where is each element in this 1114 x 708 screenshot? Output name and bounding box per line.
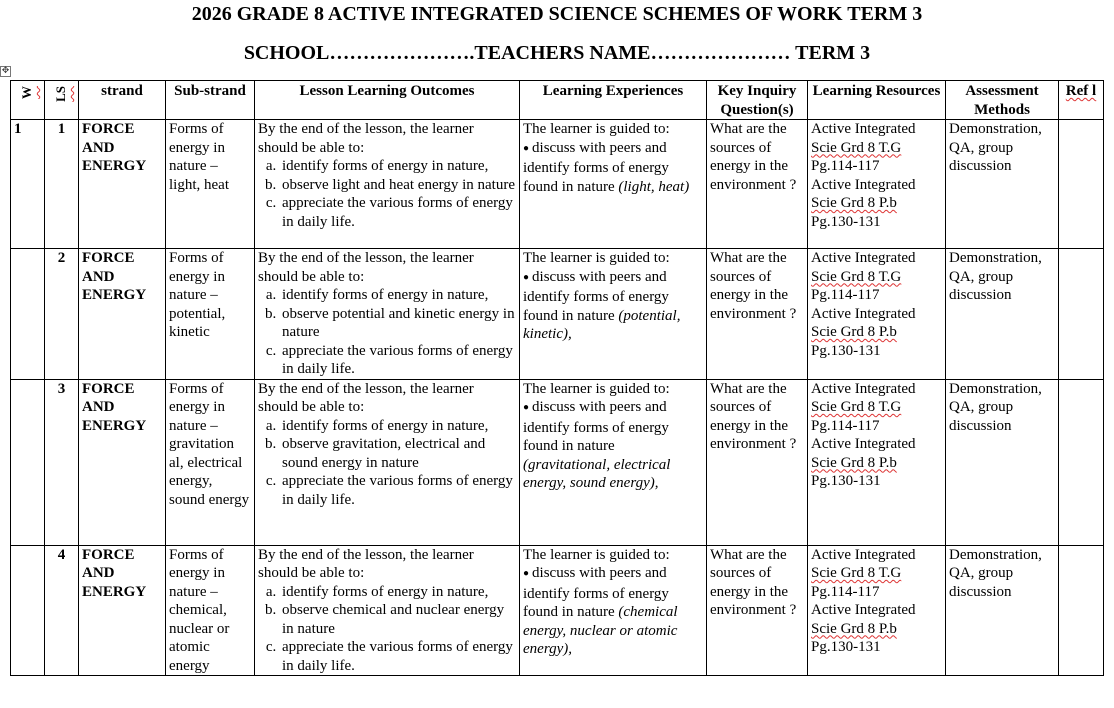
resources-cell [808, 379, 946, 545]
outcomes-intro: By the end of the lesson, the learner should be able to: [258, 380, 474, 415]
outcome-item: a. identify forms of energy in nature, [280, 157, 516, 176]
resource-line: Active Integrated [811, 305, 916, 322]
experience-examples: (light, heat) [618, 178, 690, 195]
outcomes-cell [255, 545, 520, 676]
resource-line: Active Integrated [811, 436, 916, 452]
bullet-icon [523, 565, 532, 581]
outcome-item: a. identify forms of energy in nature, [280, 417, 516, 436]
resource-line: Scie Grd 8 T.G [811, 139, 902, 156]
resource-line: Scie Grd 8 P.b [811, 195, 897, 211]
resource-line: Pg.114-117 [811, 583, 880, 600]
resource-line: Scie Grd 8 P.b [811, 324, 897, 340]
assessment-cell: Demonstration, QA, group discussion [946, 379, 1059, 545]
header-reflection: Ref l [1059, 81, 1104, 120]
resource-line: Scie Grd 8 P.b [811, 454, 897, 471]
resource-line: Pg.114-117 [811, 287, 880, 303]
strand-cell: FORCE AND ENERGY [79, 120, 166, 249]
table-row [11, 545, 1104, 676]
outcome-item: c. appreciate the various forms of energy in daily life. [280, 194, 516, 231]
resources-cell [808, 120, 946, 249]
resource-line: Active Integrated [811, 176, 916, 193]
bullet-icon [523, 269, 532, 285]
outcome-item: c. appreciate the various forms of energy in daily life. [280, 638, 516, 675]
week-cell [11, 545, 45, 676]
header-resources: Learning Resources [808, 81, 946, 120]
resource-line: Active Integrated [811, 121, 916, 137]
resource-line: Active Integrated [811, 546, 916, 563]
resource-line: Scie Grd 8 T.G [811, 268, 902, 285]
outcomes-cell [255, 249, 520, 380]
resource-line: Pg.130-131 [811, 639, 881, 655]
strand-cell: FORCE AND ENERGY [79, 249, 166, 380]
assessment-cell: Demonstration, QA, group discussion [946, 249, 1059, 380]
header-outcomes: Lesson Learning Outcomes [255, 81, 520, 120]
experience-examples: (gravitational, electrical energy, sound energy), [523, 456, 671, 491]
move-cross-icon[interactable]: ✥ [1, 66, 10, 76]
header-assessment: Assessment Methods [946, 81, 1059, 120]
experience-text: discuss with peers and identify forms of energy found in nature [523, 268, 669, 324]
experiences-cell [520, 249, 707, 380]
resource-line: Pg.130-131 [811, 473, 881, 489]
document-subtitle: SCHOOL………………….TEACHERS NAME………………… TERM 3 [243, 42, 871, 64]
lesson-cell: 2 [45, 249, 79, 380]
outcomes-list [258, 157, 516, 231]
experience-examples: (chemical energy, nuclear or atomic energy), [523, 604, 678, 657]
experience-text: discuss with peers and identify forms of energy found in nature [523, 399, 669, 454]
week-cell [11, 379, 45, 545]
reflection-cell [1059, 545, 1104, 676]
outcomes-intro: By the end of the lesson, the learner should be able to: [258, 121, 474, 156]
document-title: 2026 GRADE 8 ACTIVE INTEGRATED SCIENCE SCHEMES OF WORK TERM 3 [191, 3, 923, 25]
outcome-item: c. appreciate the various forms of energy in daily life. [280, 472, 516, 509]
sub-strand-cell: Forms of energy in nature – potential, kinetic [166, 249, 255, 380]
outcome-item: b. observe gravitation, electrical and sound energy in nature [280, 435, 516, 472]
resources-cell [808, 545, 946, 676]
inquiry-cell: What are the sources of energy in the environment ? [707, 379, 808, 545]
header-row [11, 81, 1104, 120]
inquiry-cell: What are the sources of energy in the environment ? [707, 249, 808, 380]
strand-cell: FORCE AND ENERGY [79, 545, 166, 676]
outcome-item: b. observe light and heat energy in nature [280, 176, 516, 195]
experiences-cell [520, 120, 707, 249]
experiences-intro: The learner is guided to: [523, 121, 670, 137]
table-row [11, 120, 1104, 249]
header-week: W [11, 81, 45, 120]
bullet-icon [523, 399, 532, 415]
outcomes-intro: By the end of the lesson, the learner should be able to: [258, 546, 474, 581]
resource-line: Pg.114-117 [811, 417, 880, 434]
lesson-cell: 3 [45, 379, 79, 545]
lesson-cell: 4 [45, 545, 79, 676]
header-strand: strand [79, 81, 166, 120]
week-cell [11, 249, 45, 380]
outcome-item: c. appreciate the various forms of energy in daily life. [280, 342, 516, 379]
reflection-cell [1059, 120, 1104, 249]
experience-text: discuss with peers and identify forms of energy found in nature [523, 139, 669, 195]
resource-line: Active Integrated [811, 602, 916, 618]
resource-line: Pg.130-131 [811, 213, 881, 230]
sub-strand-cell: Forms of energy in nature – gravitation al, electrical energy, sound energy [166, 379, 255, 545]
header-lesson: LS [45, 81, 79, 120]
resource-line: Active Integrated [811, 250, 916, 266]
outcome-item: b. observe chemical and nuclear energy in nature [280, 601, 516, 638]
experiences-cell [520, 379, 707, 545]
outcomes-cell [255, 120, 520, 249]
reflection-cell [1059, 249, 1104, 380]
resource-line: Active Integrated [811, 380, 916, 397]
resource-line: Pg.114-117 [811, 158, 880, 174]
experience-examples: (potential, kinetic), [523, 307, 681, 342]
resource-line: Scie Grd 8 T.G [811, 399, 902, 415]
resource-line: Scie Grd 8 P.b [811, 620, 897, 637]
bullet-icon [523, 140, 532, 156]
assessment-cell: Demonstration, QA, group discussion [946, 120, 1059, 249]
inquiry-cell: What are the sources of energy in the environment ? [707, 120, 808, 249]
resources-cell [808, 249, 946, 380]
outcomes-cell [255, 379, 520, 545]
outcome-item: b. observe potential and kinetic energy in nature [280, 305, 516, 342]
schemes-of-work-table [10, 80, 1104, 676]
outcome-item: a. identify forms of energy in nature, [280, 286, 516, 305]
table-row [11, 249, 1104, 380]
header-inquiry: Key Inquiry Question(s) [707, 81, 808, 120]
inquiry-cell: What are the sources of energy in the environment ? [707, 545, 808, 676]
lesson-cell: 1 [45, 120, 79, 249]
resource-line: Pg.130-131 [811, 342, 881, 359]
sub-strand-cell: Forms of energy in nature – light, heat [166, 120, 255, 249]
outcomes-list [258, 417, 516, 510]
outcome-item: a. identify forms of energy in nature, [280, 583, 516, 602]
experience-text: discuss with peers and identify forms of energy found in nature [523, 565, 669, 620]
outcomes-list [258, 583, 516, 676]
assessment-cell: Demonstration, QA, group discussion [946, 545, 1059, 676]
experiences-intro: The learner is guided to: [523, 250, 670, 266]
strand-cell: FORCE AND ENERGY [79, 379, 166, 545]
table-row [11, 379, 1104, 545]
reflection-cell [1059, 379, 1104, 545]
sub-strand-cell: Forms of energy in nature – chemical, nuclear or atomic energy [166, 545, 255, 676]
resource-line: Scie Grd 8 T.G [811, 565, 902, 581]
experiences-cell [520, 545, 707, 676]
header-experiences: Learning Experiences [520, 81, 707, 120]
outcomes-list [258, 286, 516, 379]
outcomes-intro: By the end of the lesson, the learner should be able to: [258, 250, 474, 285]
header-sub-strand: Sub-strand [166, 81, 255, 120]
experiences-intro: The learner is guided to: [523, 380, 670, 397]
week-cell: 1 [11, 120, 45, 249]
experiences-intro: The learner is guided to: [523, 546, 670, 563]
